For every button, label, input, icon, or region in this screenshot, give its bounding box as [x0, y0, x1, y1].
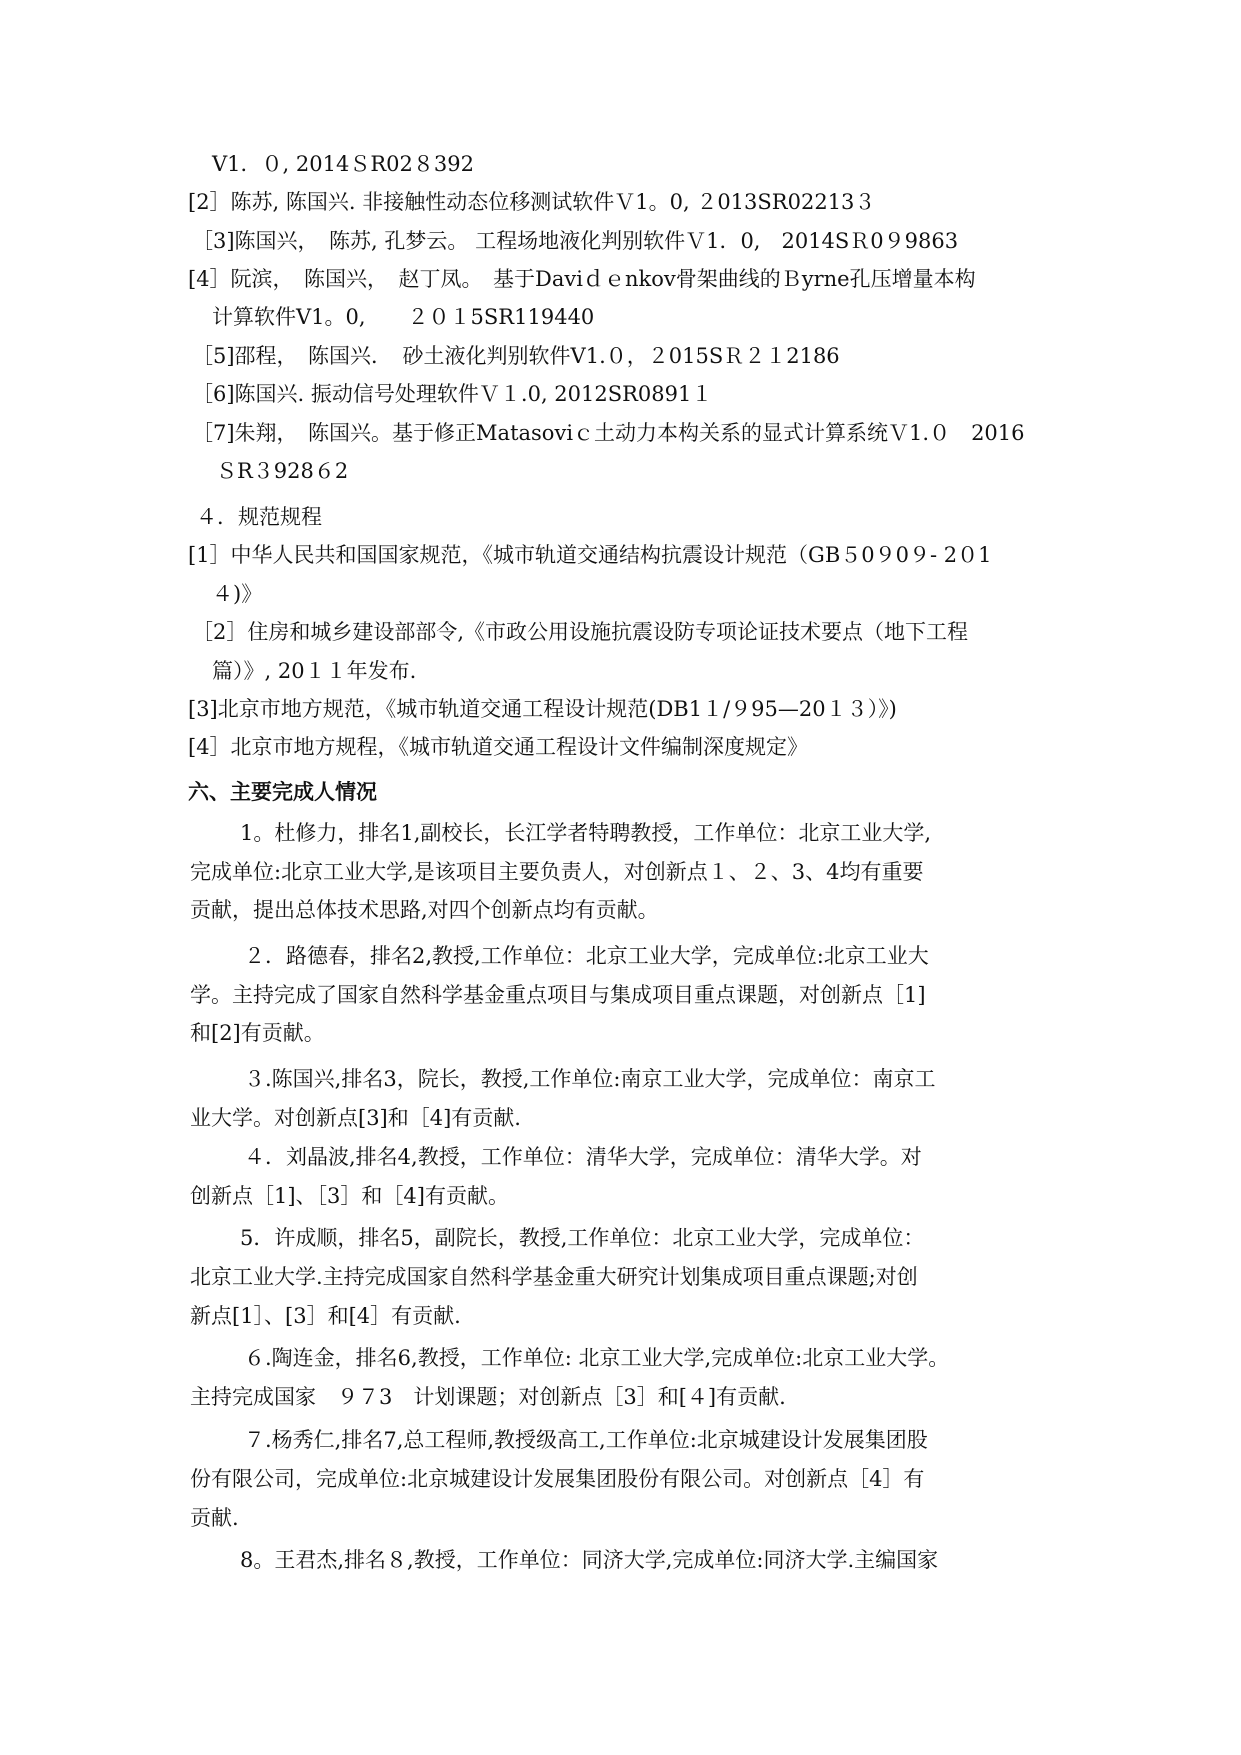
reference-item: [4］阮滨， 陈国兴， 赵丁凤。 基于Daviｄｅnkov骨架曲线的Ｂyrne孔压增量本构: [188, 267, 976, 291]
standard-item-continued: ４)》: [212, 582, 263, 606]
subsection-heading: ４．规范规程: [196, 505, 322, 529]
reference-item: [2］陈苏, 陈国兴. 非接触性动态位移测试软件Ｖ1。0, ２013SR02213３: [188, 190, 876, 214]
person-paragraph-line: 贡献.: [190, 1506, 239, 1530]
person-paragraph: 5．许成顺，排名5，副院长，教授,工作单位：北京工业大学，完成单位：: [240, 1226, 925, 1250]
person-paragraph-line: 创新点［1]、［3］和［4]有贡献。: [190, 1184, 509, 1208]
reference-item: ［7]朱翔， 陈国兴。基于修正Matasoviｃ土动力本构关系的显式计算系统Ｖ1.０ 2016: [192, 421, 1025, 445]
person-paragraph: ３.陈国兴,排名3，院长，教授,工作单位:南京工业大学，完成单位：南京工: [244, 1067, 936, 1091]
person-paragraph: ６.陶连金，排名6,教授，工作单位: 北京工业大学,完成单位:北京工业大学。: [244, 1346, 950, 1370]
person-paragraph-line: 份有限公司，完成单位:北京城建设计发展集团股份有限公司。对创新点［4］有: [190, 1467, 925, 1491]
person-paragraph-line: 主持完成国家 ９７3 计划课题；对创新点［3］和[４]有贡献.: [190, 1385, 786, 1409]
section-heading: 六、主要完成人情况: [188, 780, 377, 804]
standard-item: [1］中华人民共和国国家规范，《城市轨道交通结构抗震设计规范（GB５0９0９- 2０1: [188, 543, 992, 567]
reference-item-continued: ＳR３928６2: [216, 459, 349, 483]
person-paragraph-line: 新点[1］、[3］和[4］有贡献.: [190, 1304, 461, 1328]
reference-item: ［3]陈国兴， 陈苏, 孔梦云。 工程场地液化判别软件Ｖ1．0, 2014SＲ0９9863: [192, 229, 959, 253]
person-paragraph-line: 学。主持完成了国家自然科学基金重点项目与集成项目重点课题，对创新点［1]: [190, 983, 926, 1007]
reference-item: ［6]陈国兴. 振动信号处理软件Ｖ１.0, 2012SR0891１: [192, 382, 713, 406]
standard-item: [4］北京市地方规程，《城市轨道交通工程设计文件编制深度规定》: [188, 735, 809, 759]
person-paragraph-line: 业大学。对创新点[3]和［4]有贡献.: [190, 1106, 521, 1130]
person-paragraph: ７.杨秀仁,排名7,总工程师,教授级高工,工作单位:北京城建设计发展集团股: [244, 1428, 928, 1452]
person-paragraph: 8。王君杰,排名８,教授，工作单位：同济大学,完成单位:同济大学.主编国家: [240, 1548, 939, 1572]
person-paragraph-line: 完成单位:北京工业大学,是该项目主要负责人，对创新点１、２、3、4均有重要: [190, 860, 924, 884]
person-paragraph-line: 贡献，提出总体技术思路,对四个创新点均有贡献。: [190, 898, 659, 922]
person-paragraph-line: 北京工业大学.主持完成国家自然科学基金重大研究计划集成项目重点课题;对创: [190, 1265, 918, 1289]
standard-item: [3]北京市地方规范，《城市轨道交通工程设计规范(DB1１/９95—20１３）》): [188, 697, 897, 721]
standard-item-continued: 篇）》, 20１１年发布.: [212, 659, 417, 683]
person-paragraph-line: 和[2]有贡献。: [190, 1021, 325, 1045]
standard-item: ［2］住房和城乡建设部部令,《市政公用设施抗震设防专项论证技术要点（地下工程: [192, 620, 969, 644]
person-paragraph: ４．刘晶波,排名4,教授，工作单位：清华大学，完成单位：清华大学。对: [244, 1145, 922, 1169]
reference-item: ［5]邵程， 陈国兴． 砂土液化判别软件V1.０，２015SＲ２１2186: [192, 344, 840, 368]
person-paragraph: 1。杜修力，排名1,副校长，长江学者特聘教授，工作单位：北京工业大学,: [240, 821, 932, 845]
reference-item: V1．０, 2014ＳR02８392: [212, 152, 474, 176]
person-paragraph: ２．路德春，排名2,教授,工作单位：北京工业大学，完成单位:北京工业大: [244, 944, 929, 968]
reference-item-continued: 计算软件V1。0, ２０１5SR119440: [212, 305, 595, 329]
